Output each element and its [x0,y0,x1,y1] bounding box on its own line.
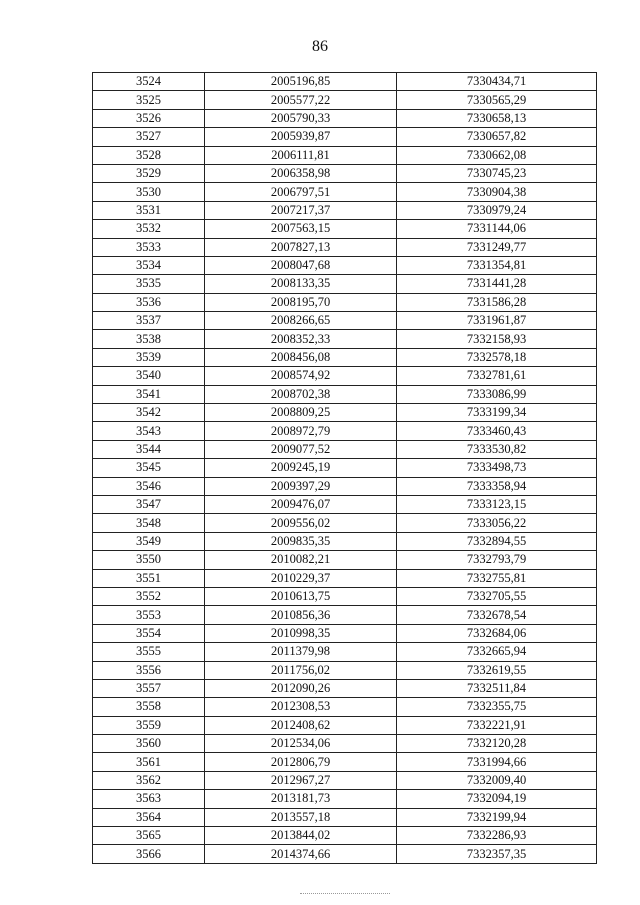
point-number-cell: 3550 [93,551,205,569]
table-row [93,183,597,201]
y-coordinate-cell: 7333123,15 [397,495,597,513]
table-row [93,845,597,863]
x-coordinate-cell: 2012967,27 [205,771,397,789]
y-coordinate-cell: 7330658,13 [397,109,597,127]
y-coordinate-cell: 7332578,18 [397,348,597,366]
x-coordinate-cell: 2005790,33 [205,109,397,127]
point-number-cell: 3528 [93,146,205,164]
x-coordinate-cell: 2008972,79 [205,422,397,440]
y-coordinate-cell: 7332158,93 [397,330,597,348]
point-number-cell: 3529 [93,164,205,182]
point-number-cell: 3537 [93,312,205,330]
point-number-cell: 3542 [93,404,205,422]
table-row [93,275,597,293]
table-row [93,624,597,642]
table-row [93,293,597,311]
y-coordinate-cell: 7331144,06 [397,220,597,238]
x-coordinate-cell: 2008133,35 [205,275,397,293]
point-number-cell: 3556 [93,661,205,679]
y-coordinate-cell: 7332781,61 [397,367,597,385]
table-row [93,256,597,274]
coordinates-table-body [93,73,597,864]
point-number-cell: 3527 [93,128,205,146]
table-row [93,201,597,219]
table-row [93,477,597,495]
point-number-cell: 3533 [93,238,205,256]
x-coordinate-cell: 2012090,26 [205,679,397,697]
y-coordinate-cell: 7330434,71 [397,73,597,91]
table-row [93,514,597,532]
table-row [93,698,597,716]
y-coordinate-cell: 7332619,55 [397,661,597,679]
point-number-cell: 3539 [93,348,205,366]
y-coordinate-cell: 7332684,06 [397,624,597,642]
y-coordinate-cell: 7330745,23 [397,164,597,182]
x-coordinate-cell: 2008574,92 [205,367,397,385]
x-coordinate-cell: 2008456,08 [205,348,397,366]
x-coordinate-cell: 2011756,02 [205,661,397,679]
point-number-cell: 3555 [93,643,205,661]
table-row [93,330,597,348]
y-coordinate-cell: 7333199,34 [397,404,597,422]
point-number-cell: 3545 [93,459,205,477]
y-coordinate-cell: 7332199,94 [397,808,597,826]
point-number-cell: 3551 [93,569,205,587]
table-row [93,495,597,513]
x-coordinate-cell: 2006111,81 [205,146,397,164]
x-coordinate-cell: 2014374,66 [205,845,397,863]
page-number: 86 [312,38,328,55]
x-coordinate-cell: 2007217,37 [205,201,397,219]
y-coordinate-cell: 7333358,94 [397,477,597,495]
x-coordinate-cell: 2005939,87 [205,128,397,146]
table-row [93,109,597,127]
table-row [93,532,597,550]
x-coordinate-cell: 2010613,75 [205,587,397,605]
table-row [93,587,597,605]
table-row [93,459,597,477]
table-row [93,808,597,826]
point-number-cell: 3524 [93,73,205,91]
y-coordinate-cell: 7332678,54 [397,606,597,624]
x-coordinate-cell: 2009077,52 [205,440,397,458]
x-coordinate-cell: 2009476,07 [205,495,397,513]
point-number-cell: 3564 [93,808,205,826]
table-row [93,348,597,366]
x-coordinate-cell: 2006797,51 [205,183,397,201]
table-row [93,827,597,845]
y-coordinate-cell: 7332009,40 [397,771,597,789]
y-coordinate-cell: 7332755,81 [397,569,597,587]
y-coordinate-cell: 7332357,35 [397,845,597,863]
table-row [93,753,597,771]
x-coordinate-cell: 2010998,35 [205,624,397,642]
y-coordinate-cell: 7330979,24 [397,201,597,219]
table-row [93,790,597,808]
y-coordinate-cell: 7331961,87 [397,312,597,330]
y-coordinate-cell: 7330657,82 [397,128,597,146]
point-number-cell: 3525 [93,91,205,109]
y-coordinate-cell: 7332120,28 [397,735,597,753]
table-row [93,146,597,164]
x-coordinate-cell: 2008195,70 [205,293,397,311]
point-number-cell: 3549 [93,532,205,550]
table-row [93,238,597,256]
point-number-cell: 3552 [93,587,205,605]
table-row [93,128,597,146]
y-coordinate-cell: 7330904,38 [397,183,597,201]
point-number-cell: 3532 [93,220,205,238]
point-number-cell: 3563 [93,790,205,808]
table-row [93,91,597,109]
table-row [93,661,597,679]
y-coordinate-cell: 7333460,43 [397,422,597,440]
point-number-cell: 3557 [93,679,205,697]
point-number-cell: 3530 [93,183,205,201]
x-coordinate-cell: 2013844,02 [205,827,397,845]
x-coordinate-cell: 2009245,19 [205,459,397,477]
table-row [93,404,597,422]
table-row [93,312,597,330]
table-row [93,606,597,624]
y-coordinate-cell: 7331994,66 [397,753,597,771]
y-coordinate-cell: 7333056,22 [397,514,597,532]
y-coordinate-cell: 7332665,94 [397,643,597,661]
x-coordinate-cell: 2011379,98 [205,643,397,661]
point-number-cell: 3560 [93,735,205,753]
x-coordinate-cell: 2012408,62 [205,716,397,734]
x-coordinate-cell: 2009556,02 [205,514,397,532]
y-coordinate-cell: 7332894,55 [397,532,597,550]
y-coordinate-cell: 7333498,73 [397,459,597,477]
table-row [93,440,597,458]
table-row [93,771,597,789]
point-number-cell: 3526 [93,109,205,127]
table-row [93,551,597,569]
table-row [93,73,597,91]
x-coordinate-cell: 2008702,38 [205,385,397,403]
point-number-cell: 3538 [93,330,205,348]
table-row [93,367,597,385]
table-row [93,643,597,661]
point-number-cell: 3544 [93,440,205,458]
y-coordinate-cell: 7331249,77 [397,238,597,256]
x-coordinate-cell: 2012806,79 [205,753,397,771]
y-coordinate-cell: 7332221,91 [397,716,597,734]
y-coordinate-cell: 7332286,93 [397,827,597,845]
point-number-cell: 3543 [93,422,205,440]
scan-artifact-line [300,893,390,894]
x-coordinate-cell: 2012308,53 [205,698,397,716]
x-coordinate-cell: 2013181,73 [205,790,397,808]
point-number-cell: 3561 [93,753,205,771]
x-coordinate-cell: 2009835,35 [205,532,397,550]
x-coordinate-cell: 2008266,65 [205,312,397,330]
table-row [93,716,597,734]
x-coordinate-cell: 2008047,68 [205,256,397,274]
x-coordinate-cell: 2010856,36 [205,606,397,624]
y-coordinate-cell: 7332355,75 [397,698,597,716]
y-coordinate-cell: 7333086,99 [397,385,597,403]
y-coordinate-cell: 7331354,81 [397,256,597,274]
point-number-cell: 3566 [93,845,205,863]
point-number-cell: 3531 [93,201,205,219]
x-coordinate-cell: 2010229,37 [205,569,397,587]
table-row [93,422,597,440]
point-number-cell: 3565 [93,827,205,845]
point-number-cell: 3558 [93,698,205,716]
table-row [93,385,597,403]
y-coordinate-cell: 7330565,29 [397,91,597,109]
table-row [93,735,597,753]
y-coordinate-cell: 7331441,28 [397,275,597,293]
table-row [93,569,597,587]
coordinates-table [92,72,597,864]
point-number-cell: 3535 [93,275,205,293]
point-number-cell: 3553 [93,606,205,624]
table-row [93,679,597,697]
point-number-cell: 3536 [93,293,205,311]
x-coordinate-cell: 2008352,33 [205,330,397,348]
x-coordinate-cell: 2007563,15 [205,220,397,238]
y-coordinate-cell: 7332793,79 [397,551,597,569]
point-number-cell: 3548 [93,514,205,532]
point-number-cell: 3547 [93,495,205,513]
point-number-cell: 3541 [93,385,205,403]
x-coordinate-cell: 2012534,06 [205,735,397,753]
y-coordinate-cell: 7330662,08 [397,146,597,164]
table-row [93,164,597,182]
x-coordinate-cell: 2010082,21 [205,551,397,569]
x-coordinate-cell: 2006358,98 [205,164,397,182]
y-coordinate-cell: 7332705,55 [397,587,597,605]
point-number-cell: 3534 [93,256,205,274]
point-number-cell: 3540 [93,367,205,385]
x-coordinate-cell: 2005196,85 [205,73,397,91]
x-coordinate-cell: 2009397,29 [205,477,397,495]
x-coordinate-cell: 2005577,22 [205,91,397,109]
x-coordinate-cell: 2008809,25 [205,404,397,422]
x-coordinate-cell: 2007827,13 [205,238,397,256]
point-number-cell: 3554 [93,624,205,642]
y-coordinate-cell: 7333530,82 [397,440,597,458]
point-number-cell: 3562 [93,771,205,789]
y-coordinate-cell: 7331586,28 [397,293,597,311]
table-row [93,220,597,238]
point-number-cell: 3559 [93,716,205,734]
x-coordinate-cell: 2013557,18 [205,808,397,826]
y-coordinate-cell: 7332511,84 [397,679,597,697]
y-coordinate-cell: 7332094,19 [397,790,597,808]
point-number-cell: 3546 [93,477,205,495]
